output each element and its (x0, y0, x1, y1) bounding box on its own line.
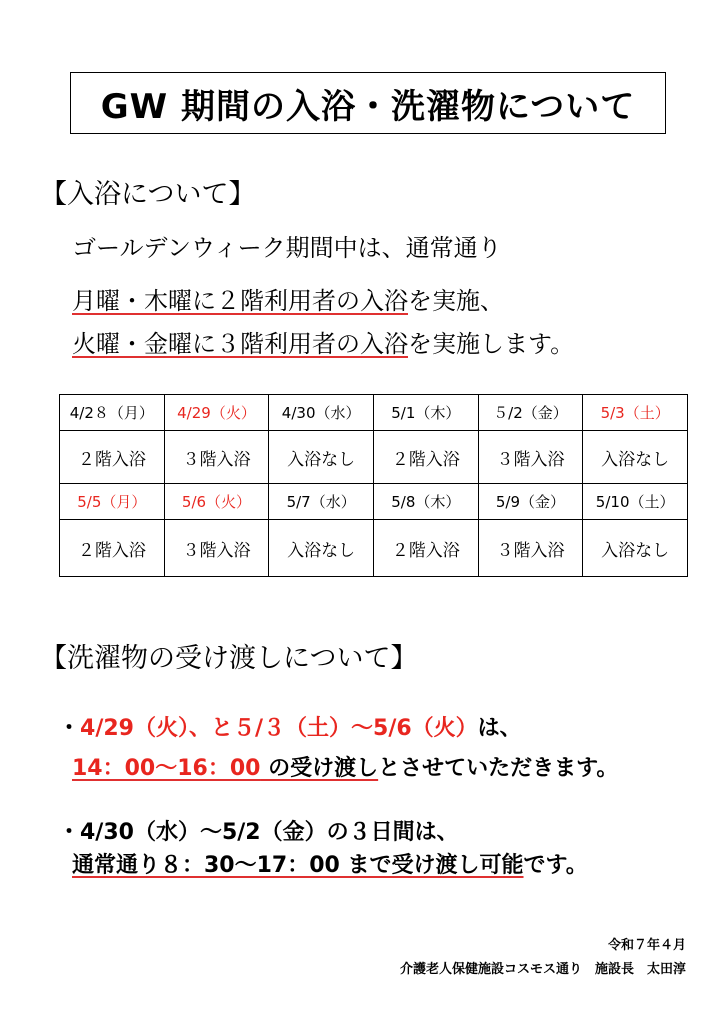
bath-line-3-underlined: 火曜・金曜に３階利用者の入浴 (72, 330, 408, 358)
schedule-bath-cell: ２階入浴 (60, 431, 165, 484)
schedule-bath-cell: ２階入浴 (60, 520, 165, 577)
schedule-date-cell: ５/2（金） (478, 395, 583, 431)
schedule-date-cell: 5/1（木） (373, 395, 478, 431)
schedule-date-cell: 5/10（土） (583, 484, 688, 520)
schedule-date-cell: 4/29（火） (164, 395, 269, 431)
schedule-bath-cell: ３階入浴 (478, 431, 583, 484)
laundry-bullet-1-cont (72, 751, 618, 782)
bath-section-heading: 【入浴について】 (40, 179, 256, 210)
schedule-bath-cell: ３階入浴 (164, 520, 269, 577)
schedule-date-cell: 5/6（火） (164, 484, 269, 520)
schedule-bath-cell: ３階入浴 (164, 431, 269, 484)
schedule-bath-row (60, 520, 688, 577)
laundry-holiday-dates: 4/29（火）、と５/３（土）～5/6（火） (80, 716, 478, 741)
laundry-bullet-2-cont (72, 848, 588, 879)
schedule-bath-cell: 入浴なし (269, 431, 374, 484)
bath-line-2-underlined: 月曜・木曜に２階利用者の入浴 (72, 287, 408, 315)
bullet-mark: ・ (58, 716, 81, 741)
laundry-bullet-1-rest: とさせていただきます。 (378, 756, 619, 781)
schedule-date-cell: 4/30（水） (269, 395, 374, 431)
schedule-bath-cell: ２階入浴 (373, 520, 478, 577)
laundry-holiday-time: 14：00～16：00 (72, 756, 261, 781)
schedule-bath-cell: ２階入浴 (373, 431, 478, 484)
laundry-section-heading: 【洗濯物の受け渡しについて】 (40, 643, 418, 674)
bath-line-3-rest: を実施します。 (408, 330, 575, 358)
laundry-handover-text: の受け渡し (260, 756, 379, 781)
schedule-date-cell: 4/2８（月） (60, 395, 165, 431)
laundry-normal-hours: 通常通り８：30～17：00 まで受け渡し可能 (72, 853, 524, 878)
schedule-bath-cell: 入浴なし (583, 520, 688, 577)
laundry-bullet-2-rest: です。 (523, 853, 588, 878)
schedule-bath-cell: ３階入浴 (478, 520, 583, 577)
footer-signature: 介護老人保健施設コスモス通り 施設長 太田淳 (399, 962, 686, 977)
schedule-date-cell: 5/3（土） (583, 395, 688, 431)
footer-date: 令和７年４月 (607, 938, 686, 953)
schedule-date-cell: 5/8（木） (373, 484, 478, 520)
schedule-bath-row (60, 431, 688, 484)
bath-line-3 (72, 324, 574, 359)
bath-line-2-rest: を実施、 (408, 287, 504, 315)
page-title: GW 期間の入浴・洗濯物について (70, 72, 666, 134)
schedule-bath-cell: 入浴なし (269, 520, 374, 577)
bath-line-2 (72, 281, 504, 316)
schedule-bath-cell: 入浴なし (583, 431, 688, 484)
bath-line-1: ゴールデンウィーク期間中は、通常通り (72, 234, 502, 262)
bath-schedule-table (59, 394, 688, 577)
laundry-bullet-2: ・4/30（水）～5/2（金）の３日間は、 (58, 820, 459, 845)
schedule-date-cell: 5/9（金） (478, 484, 583, 520)
schedule-date-row (60, 395, 688, 431)
schedule-date-cell: 5/7（水） (269, 484, 374, 520)
schedule-date-row (60, 484, 688, 520)
laundry-bullet-1 (58, 711, 522, 742)
laundry-bullet-1-tail: は、 (477, 716, 522, 741)
schedule-date-cell: 5/5（月） (60, 484, 165, 520)
